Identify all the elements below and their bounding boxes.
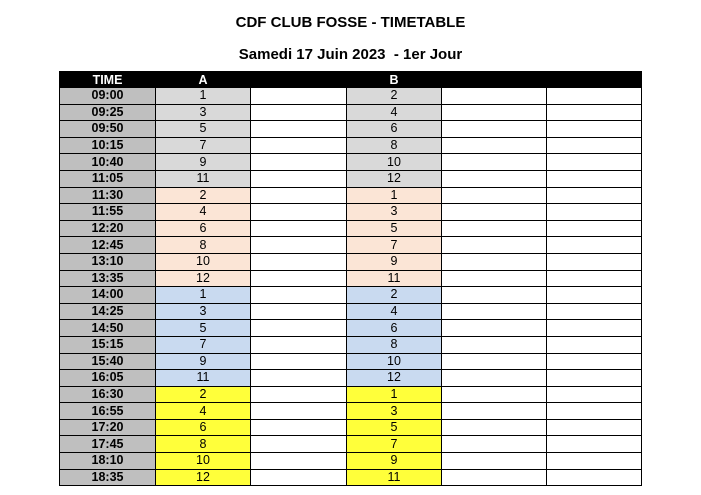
header-b: B — [347, 72, 442, 88]
empty-cell — [442, 287, 547, 304]
team-b-cell: 5 — [347, 419, 442, 436]
table-row — [60, 336, 642, 353]
empty-cell — [442, 187, 547, 204]
empty-cell — [547, 170, 642, 187]
empty-cell — [251, 88, 347, 105]
empty-cell — [251, 370, 347, 387]
empty-cell — [442, 121, 547, 138]
empty-cell — [442, 204, 547, 221]
time-cell: 13:10 — [60, 253, 156, 270]
table-row — [60, 370, 642, 387]
page-title: CDF CLUB FOSSE - TIMETABLE — [235, 14, 466, 31]
team-a-cell: 11 — [156, 370, 251, 387]
empty-cell — [547, 287, 642, 304]
team-b-cell: 3 — [347, 204, 442, 221]
team-b-cell: 2 — [347, 88, 442, 105]
team-b-cell: 9 — [347, 253, 442, 270]
empty-cell — [442, 303, 547, 320]
team-b-cell: 1 — [347, 386, 442, 403]
team-b-cell: 8 — [347, 137, 442, 154]
empty-cell — [442, 436, 547, 453]
empty-cell — [547, 419, 642, 436]
empty-cell — [547, 253, 642, 270]
empty-cell — [547, 270, 642, 287]
empty-cell — [547, 370, 642, 387]
table-row — [60, 220, 642, 237]
empty-cell — [442, 320, 547, 337]
time-cell: 14:25 — [60, 303, 156, 320]
empty-cell — [547, 237, 642, 254]
page-subtitle: Samedi 17 Juin 2023 - 1er Jour — [238, 46, 463, 63]
empty-cell — [251, 436, 347, 453]
empty-cell — [547, 88, 642, 105]
empty-cell — [547, 320, 642, 337]
empty-cell — [251, 353, 347, 370]
time-cell: 17:45 — [60, 436, 156, 453]
table-row — [60, 469, 642, 486]
empty-cell — [547, 469, 642, 486]
empty-cell — [442, 353, 547, 370]
table-row — [60, 270, 642, 287]
team-b-cell: 12 — [347, 370, 442, 387]
empty-cell — [442, 170, 547, 187]
empty-cell — [442, 336, 547, 353]
team-a-cell: 8 — [156, 436, 251, 453]
table-row — [60, 137, 642, 154]
empty-cell — [547, 336, 642, 353]
empty-cell — [547, 453, 642, 470]
team-a-cell: 6 — [156, 220, 251, 237]
team-a-cell: 1 — [156, 88, 251, 105]
team-b-cell: 7 — [347, 237, 442, 254]
team-a-cell: 8 — [156, 237, 251, 254]
time-cell: 10:40 — [60, 154, 156, 171]
table-row — [60, 287, 642, 304]
team-a-cell: 5 — [156, 320, 251, 337]
empty-cell — [547, 121, 642, 138]
empty-cell — [251, 469, 347, 486]
team-b-cell: 6 — [347, 320, 442, 337]
empty-cell — [547, 403, 642, 420]
table-row — [60, 436, 642, 453]
team-b-cell: 4 — [347, 303, 442, 320]
empty-cell — [251, 187, 347, 204]
empty-cell — [547, 154, 642, 171]
time-cell: 15:40 — [60, 353, 156, 370]
empty-cell — [442, 253, 547, 270]
time-cell: 14:00 — [60, 287, 156, 304]
table-row — [60, 104, 642, 121]
team-b-cell: 11 — [347, 469, 442, 486]
table-row — [60, 453, 642, 470]
time-cell: 16:55 — [60, 403, 156, 420]
team-b-cell: 12 — [347, 170, 442, 187]
team-a-cell: 2 — [156, 386, 251, 403]
empty-cell — [442, 453, 547, 470]
table-row — [60, 170, 642, 187]
time-cell: 16:30 — [60, 386, 156, 403]
empty-cell — [251, 403, 347, 420]
team-b-cell: 8 — [347, 336, 442, 353]
team-b-cell: 2 — [347, 287, 442, 304]
time-cell: 18:35 — [60, 469, 156, 486]
team-a-cell: 6 — [156, 419, 251, 436]
table-row — [60, 353, 642, 370]
team-a-cell: 4 — [156, 204, 251, 221]
empty-cell — [251, 270, 347, 287]
team-a-cell: 3 — [156, 104, 251, 121]
time-cell: 10:15 — [60, 137, 156, 154]
table-row — [60, 403, 642, 420]
empty-cell — [251, 137, 347, 154]
team-a-cell: 12 — [156, 469, 251, 486]
header-a: A — [156, 72, 251, 88]
empty-cell — [251, 453, 347, 470]
empty-cell — [442, 469, 547, 486]
team-b-cell: 3 — [347, 403, 442, 420]
team-b-cell: 10 — [347, 353, 442, 370]
header-time: TIME — [60, 72, 156, 88]
empty-cell — [442, 237, 547, 254]
empty-cell — [251, 237, 347, 254]
table-row — [60, 204, 642, 221]
empty-cell — [251, 303, 347, 320]
empty-cell — [251, 204, 347, 221]
empty-cell — [442, 154, 547, 171]
empty-cell — [547, 386, 642, 403]
empty-cell — [251, 220, 347, 237]
time-cell: 12:20 — [60, 220, 156, 237]
empty-cell — [251, 253, 347, 270]
empty-cell — [547, 187, 642, 204]
team-b-cell: 6 — [347, 121, 442, 138]
empty-cell — [442, 419, 547, 436]
table-row — [60, 88, 642, 105]
team-b-cell: 7 — [347, 436, 442, 453]
time-cell: 11:05 — [60, 170, 156, 187]
empty-cell — [442, 220, 547, 237]
empty-cell — [547, 220, 642, 237]
table-row — [60, 121, 642, 138]
empty-cell — [251, 104, 347, 121]
team-a-cell: 3 — [156, 303, 251, 320]
team-a-cell: 9 — [156, 353, 251, 370]
time-cell: 11:30 — [60, 187, 156, 204]
time-cell: 17:20 — [60, 419, 156, 436]
team-a-cell: 11 — [156, 170, 251, 187]
empty-cell — [547, 104, 642, 121]
empty-cell — [251, 154, 347, 171]
team-a-cell: 10 — [156, 453, 251, 470]
team-a-cell: 5 — [156, 121, 251, 138]
table-row — [60, 253, 642, 270]
empty-cell — [442, 104, 547, 121]
team-a-cell: 7 — [156, 336, 251, 353]
empty-cell — [251, 287, 347, 304]
table-row — [60, 419, 642, 436]
header-empty — [251, 72, 347, 88]
team-b-cell: 4 — [347, 104, 442, 121]
time-cell: 14:50 — [60, 320, 156, 337]
empty-cell — [251, 320, 347, 337]
table-row — [60, 187, 642, 204]
time-cell: 09:50 — [60, 121, 156, 138]
header-empty — [547, 72, 642, 88]
team-a-cell: 7 — [156, 137, 251, 154]
time-cell: 11:55 — [60, 204, 156, 221]
time-cell: 18:10 — [60, 453, 156, 470]
empty-cell — [251, 386, 347, 403]
table-row — [60, 386, 642, 403]
empty-cell — [251, 419, 347, 436]
team-a-cell: 9 — [156, 154, 251, 171]
empty-cell — [442, 88, 547, 105]
team-b-cell: 9 — [347, 453, 442, 470]
empty-cell — [251, 336, 347, 353]
time-cell: 16:05 — [60, 370, 156, 387]
table-row — [60, 320, 642, 337]
empty-cell — [442, 386, 547, 403]
header-empty — [442, 72, 547, 88]
empty-cell — [442, 403, 547, 420]
time-cell: 15:15 — [60, 336, 156, 353]
empty-cell — [547, 436, 642, 453]
team-b-cell: 11 — [347, 270, 442, 287]
empty-cell — [251, 121, 347, 138]
empty-cell — [547, 204, 642, 221]
empty-cell — [547, 137, 642, 154]
time-cell: 12:45 — [60, 237, 156, 254]
empty-cell — [251, 170, 347, 187]
empty-cell — [442, 370, 547, 387]
team-a-cell: 4 — [156, 403, 251, 420]
empty-cell — [442, 137, 547, 154]
team-a-cell: 2 — [156, 187, 251, 204]
team-a-cell: 12 — [156, 270, 251, 287]
empty-cell — [547, 303, 642, 320]
time-cell: 09:00 — [60, 88, 156, 105]
header-row — [60, 72, 642, 88]
timetable — [59, 71, 642, 486]
time-cell: 13:35 — [60, 270, 156, 287]
table-row — [60, 237, 642, 254]
table-row — [60, 154, 642, 171]
empty-cell — [442, 270, 547, 287]
time-cell: 09:25 — [60, 104, 156, 121]
team-b-cell: 10 — [347, 154, 442, 171]
team-a-cell: 10 — [156, 253, 251, 270]
table-row — [60, 303, 642, 320]
empty-cell — [547, 353, 642, 370]
team-a-cell: 1 — [156, 287, 251, 304]
team-b-cell: 1 — [347, 187, 442, 204]
team-b-cell: 5 — [347, 220, 442, 237]
